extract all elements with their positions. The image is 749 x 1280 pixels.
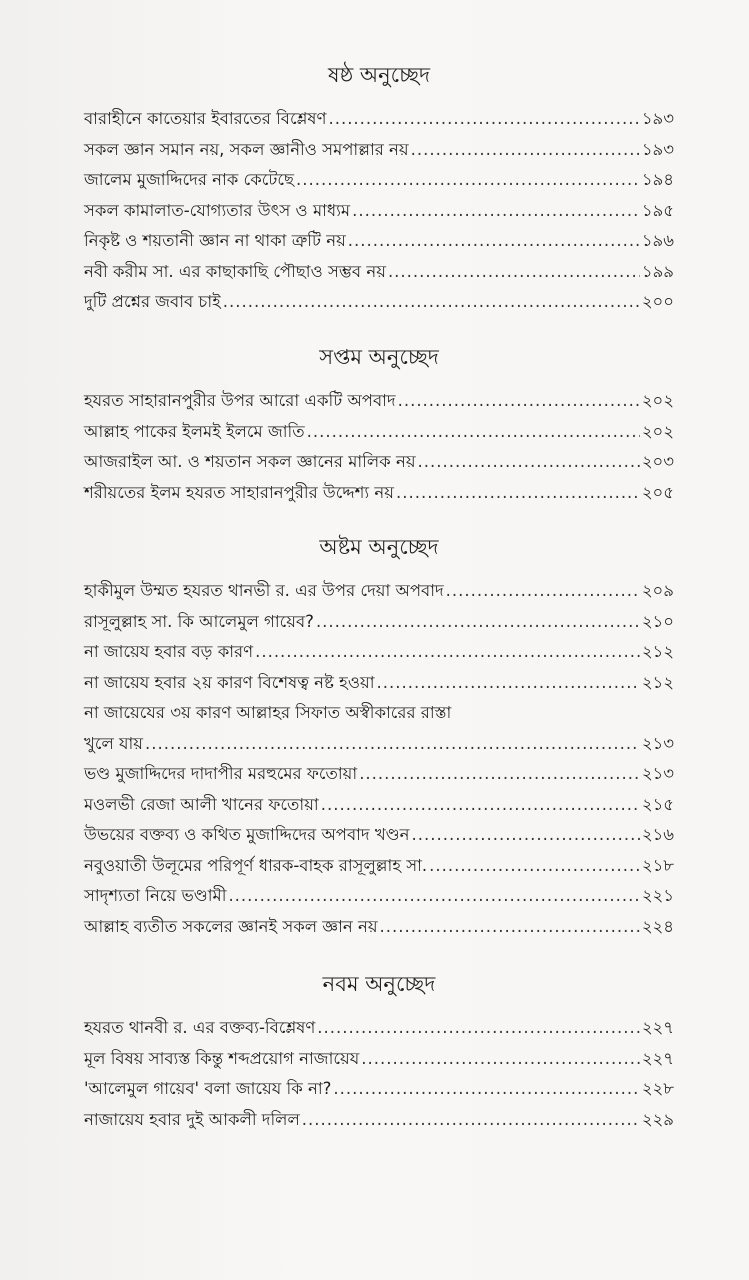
toc-entry	[84, 637, 674, 668]
entry-title: আল্লাহ ব্যতীত সকলের জ্ঞানই সকল জ্ঞান নয়	[84, 916, 378, 936]
entry-title: হযরত সাহারানপুরীর উপর আরো একটি অপবাদ	[84, 391, 396, 410]
entry-title: হযরত থানবী র. এর বক্তব্য-বিশ্লেষণ	[84, 1018, 316, 1037]
entry-page-number: ২১২	[641, 642, 674, 661]
dot-leader	[228, 881, 639, 912]
dot-leader	[396, 478, 640, 509]
section-heading: অষ্টম অনুচ্ছেদ	[319, 535, 439, 559]
dot-leader	[348, 226, 640, 257]
entry-title: শরীয়তের ইলম হযরত সাহারানপুরীর উদ্দেশ্য নয়	[84, 482, 394, 502]
dot-leader	[296, 165, 640, 196]
dot-leader	[316, 607, 640, 638]
toc-entry	[84, 759, 674, 790]
dot-leader	[361, 1044, 640, 1075]
entry-title: উভয়ের বক্তব্য ও কথিত মুজাদ্দিদের অপবাদ খণ্ডন	[84, 825, 410, 844]
entry-page-number: ১৯৩	[641, 139, 674, 159]
toc-entry	[84, 447, 674, 478]
section-6	[84, 58, 674, 318]
dot-leader	[333, 1074, 639, 1105]
toc-entry	[84, 729, 674, 760]
toc-entry	[84, 257, 674, 288]
dot-leader	[380, 912, 640, 943]
entry-title: 'আলেমুল গায়েব' বলা জায়েয কি না?	[84, 1079, 332, 1098]
dot-leader	[359, 759, 640, 790]
toc-entry	[84, 478, 674, 509]
toc-entry	[84, 790, 674, 821]
section-9	[84, 967, 674, 1135]
entry-page-number: ২২৯	[641, 1109, 674, 1129]
dot-leader	[398, 386, 640, 417]
dot-leader	[412, 820, 640, 851]
toc-entry	[84, 881, 674, 912]
entry-page-number: ২১০	[641, 611, 674, 631]
entry-title: সকল জ্ঞান সমান নয়, সকল জ্ঞানীও সমপাল্লার নয়	[84, 139, 409, 159]
dot-leader	[145, 729, 640, 760]
entry-title: মওলভী রেজা আলী খানের ফতোয়া	[84, 794, 319, 814]
entry-page-number: ১৯৯	[641, 261, 674, 281]
dot-leader	[388, 257, 640, 288]
dot-leader	[302, 1105, 640, 1136]
section-7	[84, 340, 674, 508]
dot-leader	[418, 447, 640, 478]
entry-title: ভণ্ড মুজাদ্দিদের দাদাপীর মরহুমের ফতোয়া	[84, 764, 358, 783]
entry-page-number: ২২৪	[641, 916, 674, 936]
entry-page-number: ২১২	[641, 672, 674, 692]
entry-page-number: ১৯৫	[641, 200, 674, 220]
entry-page-number: ২০২	[641, 421, 674, 441]
entry-title: জালেম মুজাদ্দিদের নাক কেটেছে	[84, 170, 295, 189]
dot-leader	[411, 135, 640, 166]
entry-title: নিকৃষ্ট ও শয়তানী জ্ঞান না থাকা ত্রুটি নয়	[84, 231, 346, 250]
toc-entry	[84, 912, 674, 943]
toc-entry	[84, 196, 674, 227]
dot-leader	[328, 104, 639, 135]
entry-page-number: ২০২	[641, 391, 674, 410]
dot-leader	[376, 668, 639, 699]
entry-title: না জায়েয হবার ২য় কারণ বিশেষত্ব নষ্ট হওয়া	[84, 672, 375, 692]
entry-title: না জায়েয হবার বড় কারণ	[84, 642, 254, 661]
toc-entry	[84, 1044, 674, 1075]
toc-entry	[84, 287, 674, 318]
entry-title: না জায়েযের ৩য় কারণ আল্লাহর সিফাত অস্বীকারের রাস্তা	[84, 703, 452, 722]
entry-title: আজরাইল আ. ও শয়তান সকল জ্ঞানের মালিক নয়	[84, 452, 416, 471]
entry-page-number: ২১৩	[641, 764, 674, 783]
entry-title: নাজায়েয হবার দুই আকলী দলিল	[84, 1109, 300, 1129]
toc-entry	[84, 1074, 674, 1105]
entry-page-number: ২২৭	[641, 1018, 674, 1037]
toc-entry	[84, 851, 674, 882]
entry-page-number: ২২৭	[641, 1048, 674, 1068]
toc-entry	[84, 417, 674, 448]
entry-page-number: ২১৩	[641, 733, 674, 753]
toc-entry	[84, 1013, 674, 1044]
toc-entry	[84, 576, 674, 607]
entry-title: আল্লাহ পাকের ইলমই ইলমে জাতি	[84, 421, 305, 441]
toc-entry-line	[84, 698, 674, 729]
entry-title: সকল কামালাত-যোগ্যতার উৎস ও মাধ্যম	[84, 200, 351, 220]
toc-entry	[84, 607, 674, 638]
entry-page-number: ২০০	[641, 292, 674, 311]
entry-page-number: ২০৫	[641, 482, 674, 502]
toc-entry	[84, 165, 674, 196]
toc-entry	[84, 104, 674, 135]
toc-entry	[84, 1105, 674, 1136]
entry-title: দুটি প্রশ্নের জবাব চাই	[84, 292, 221, 311]
entry-page-number: ১৯৬	[641, 231, 674, 250]
section-8	[84, 530, 674, 942]
toc-entry	[84, 135, 674, 166]
entry-title: রাসূলুল্লাহ সা. কি আলেমুল গায়েব?	[84, 611, 314, 631]
dot-leader	[321, 790, 640, 821]
entry-title: বারাহীনে কাতেয়ার ইবারতের বিশ্লেষণ	[84, 109, 327, 128]
entry-page-number: ২১৬	[641, 825, 674, 844]
section-heading: নবম অনুচ্ছেদ	[322, 972, 436, 996]
entry-title: সাদৃশ্যতা নিয়ে ভণ্ডামী	[84, 886, 227, 905]
entry-page-number: ২০৯	[641, 581, 674, 600]
entry-page-number: ২১৮	[641, 855, 674, 875]
toc-entry	[84, 668, 674, 699]
entry-title: খুলে যায়	[84, 733, 144, 753]
dot-leader	[307, 417, 640, 448]
toc-entry	[84, 386, 674, 417]
entry-page-number: ১৯৩	[641, 109, 674, 128]
section-heading: সপ্তম অনুচ্ছেদ	[319, 345, 439, 369]
entry-title: নবী করীম সা. এর কাছাকাছি পৌছাও সম্ভব নয়	[84, 261, 386, 281]
entry-title: হাকীমুল উম্মত হযরত থানভী র. এর উপর দেয়া অপবাদ	[84, 581, 444, 600]
dot-leader	[255, 637, 640, 668]
entry-title: নবুওয়াতী উলূমের পরিপূর্ণ ধারক-বাহক রাসূলুল্লাহ সা.	[84, 855, 428, 875]
dot-leader	[446, 576, 640, 607]
entry-page-number: ২১৫	[641, 794, 674, 814]
entry-page-number: ১৯৪	[641, 170, 674, 189]
dot-leader	[352, 196, 640, 227]
dot-leader	[429, 851, 640, 882]
entry-page-number: ২২৮	[641, 1079, 674, 1098]
toc-entry	[84, 226, 674, 257]
dot-leader	[223, 287, 640, 318]
section-heading: ষষ্ঠ অনুচ্ছেদ	[327, 63, 430, 87]
entry-page-number: ২০৩	[641, 452, 674, 471]
toc-entry	[84, 820, 674, 851]
entry-page-number: ২২১	[641, 886, 674, 905]
entry-title: মূল বিষয় সাব্যস্ত কিন্তু শব্দপ্রয়োগ নাজায়েয	[84, 1048, 360, 1068]
dot-leader	[317, 1013, 640, 1044]
